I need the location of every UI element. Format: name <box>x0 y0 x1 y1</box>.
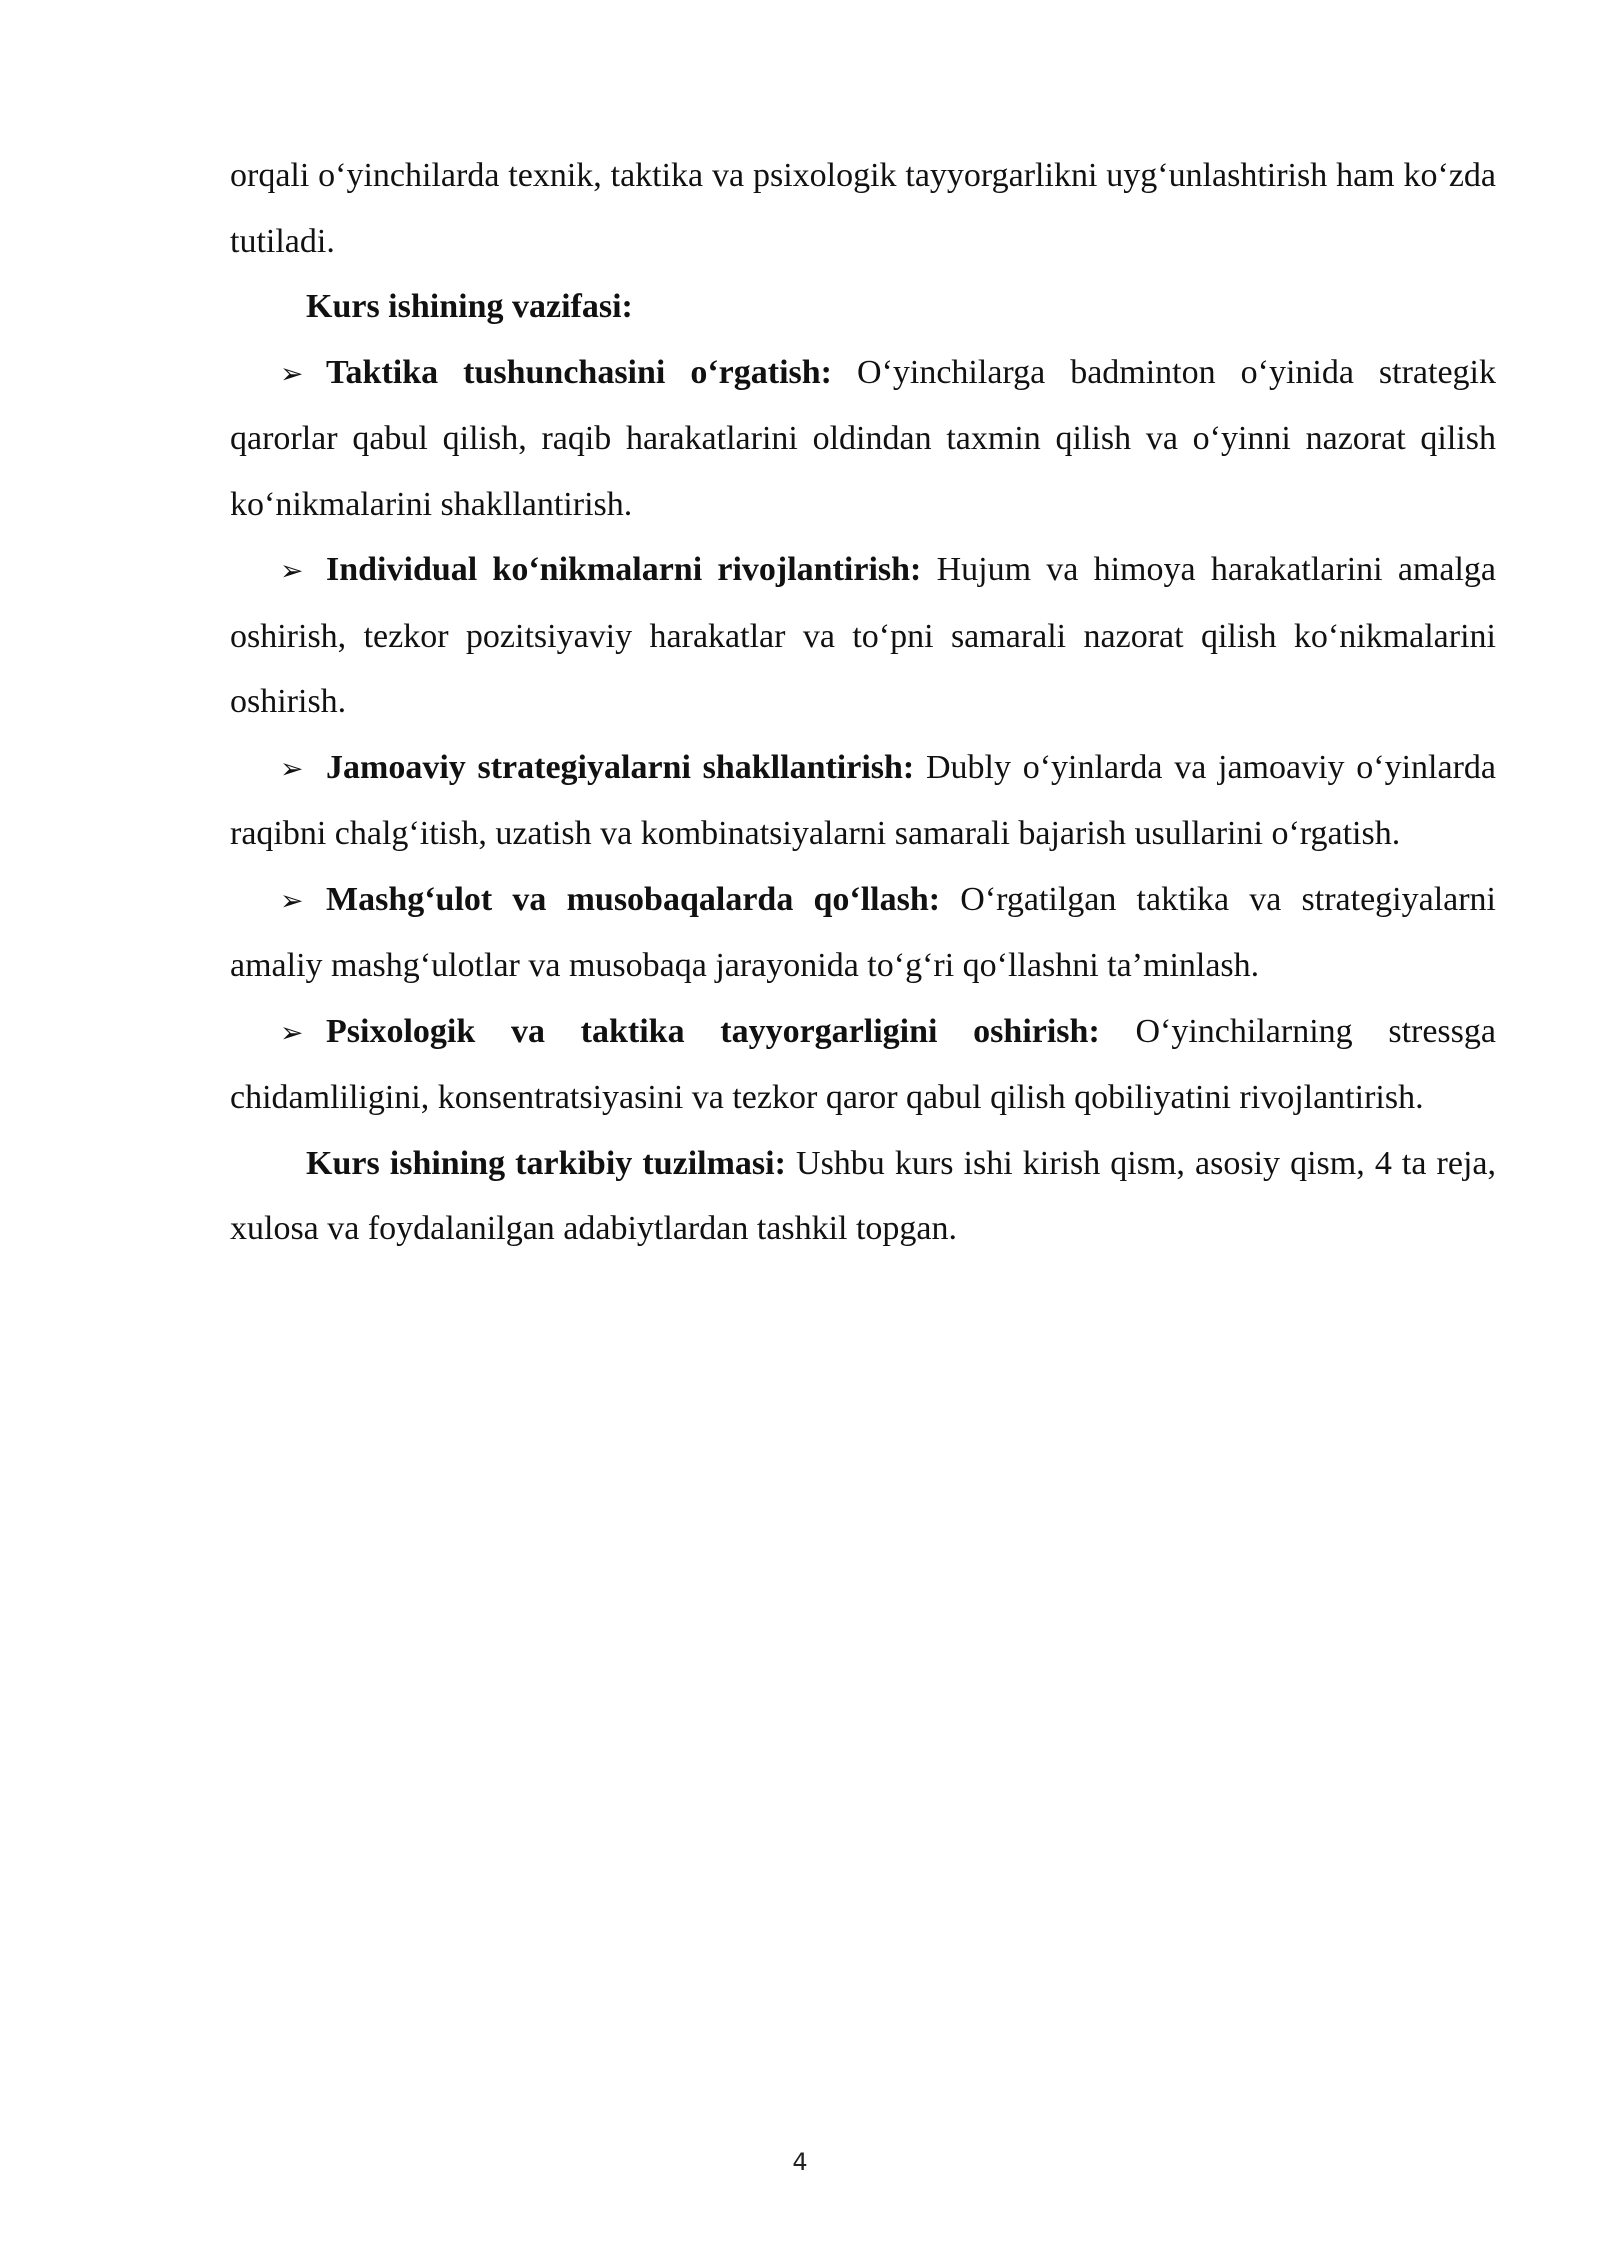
task-title: Taktika tushunchasini o‘rgatish: <box>326 353 833 391</box>
task-text: Dubly o‘yinlarda va jamoaviy o‘yinlarda raqibni chalg‘itish, uzatish va kombinatsiyalarni samarali bajarish usullarini o‘rgatish. <box>230 748 1496 852</box>
task-item <box>230 340 1496 538</box>
task-text: O‘yinchilarga badminton o‘yinida strategik qarorlar qabul qilish, raqib harakatlarini oldindan taxmin qilish va o‘yinni nazorat qilish ko‘nikmalarini shakllantirish. <box>230 353 1496 523</box>
task-title: Jamoaviy strategiyalarni shakllantirish: <box>326 748 915 786</box>
task-text: O‘yinchilarning stressga chidamliligini, konsentratsiyasini va tezkor qaror qabul qilish qobiliyatini rivojlantirish. <box>230 1012 1496 1116</box>
task-title: Mashg‘ulot va musobaqalarda qo‘llash: <box>326 880 941 918</box>
arrow-bullet-icon: ➢ <box>280 883 304 917</box>
arrow-bullet-icon: ➢ <box>280 751 304 785</box>
task-text: Hujum va himoya harakatlarini amalga oshirish, tezkor pozitsiyaviy harakatlar va to‘pni samarali nazorat qilish ko‘nikmalarini oshirish. <box>230 551 1497 720</box>
arrow-bullet-icon: ➢ <box>280 1015 304 1049</box>
page-content <box>230 143 1496 1262</box>
intro-text: orqali o‘yinchilarda texnik, taktika va psixologik tayyorgarlikni uyg‘unlashtirish ham ko‘zda tutiladi. <box>230 157 1496 260</box>
task-title: Psixologik va taktika tayyorgarligini oshirish: <box>326 1012 1100 1050</box>
tasks-heading-paragraph <box>230 274 1496 340</box>
task-item <box>230 867 1496 999</box>
task-title: Individual ko‘nikmalarni rivojlantirish: <box>326 551 922 588</box>
arrow-bullet-icon: ➢ <box>280 356 304 390</box>
task-item <box>230 735 1496 867</box>
structure-heading: Kurs ishining tarkibiy tuzilmasi: <box>306 1144 786 1182</box>
page-number: 4 <box>792 2148 808 2176</box>
structure-paragraph <box>230 1131 1496 1262</box>
structure-text: Ushbu kurs ishi kirish qism, asosiy qism, 4 ta reja, xulosa va foydalanilgan adabiytlardan tashkil topgan. <box>230 1144 1496 1247</box>
task-text: O‘rgatilgan taktika va strategiyalarni amaliy mashg‘ulotlar va musobaqa jarayonida to‘g‘ri qo‘llashni ta’minlash. <box>230 880 1497 984</box>
task-item <box>230 537 1496 735</box>
task-item <box>230 999 1496 1131</box>
tasks-heading: Kurs ishining vazifasi: <box>306 288 633 325</box>
intro-paragraph <box>230 143 1496 274</box>
arrow-bullet-icon: ➢ <box>280 554 304 587</box>
